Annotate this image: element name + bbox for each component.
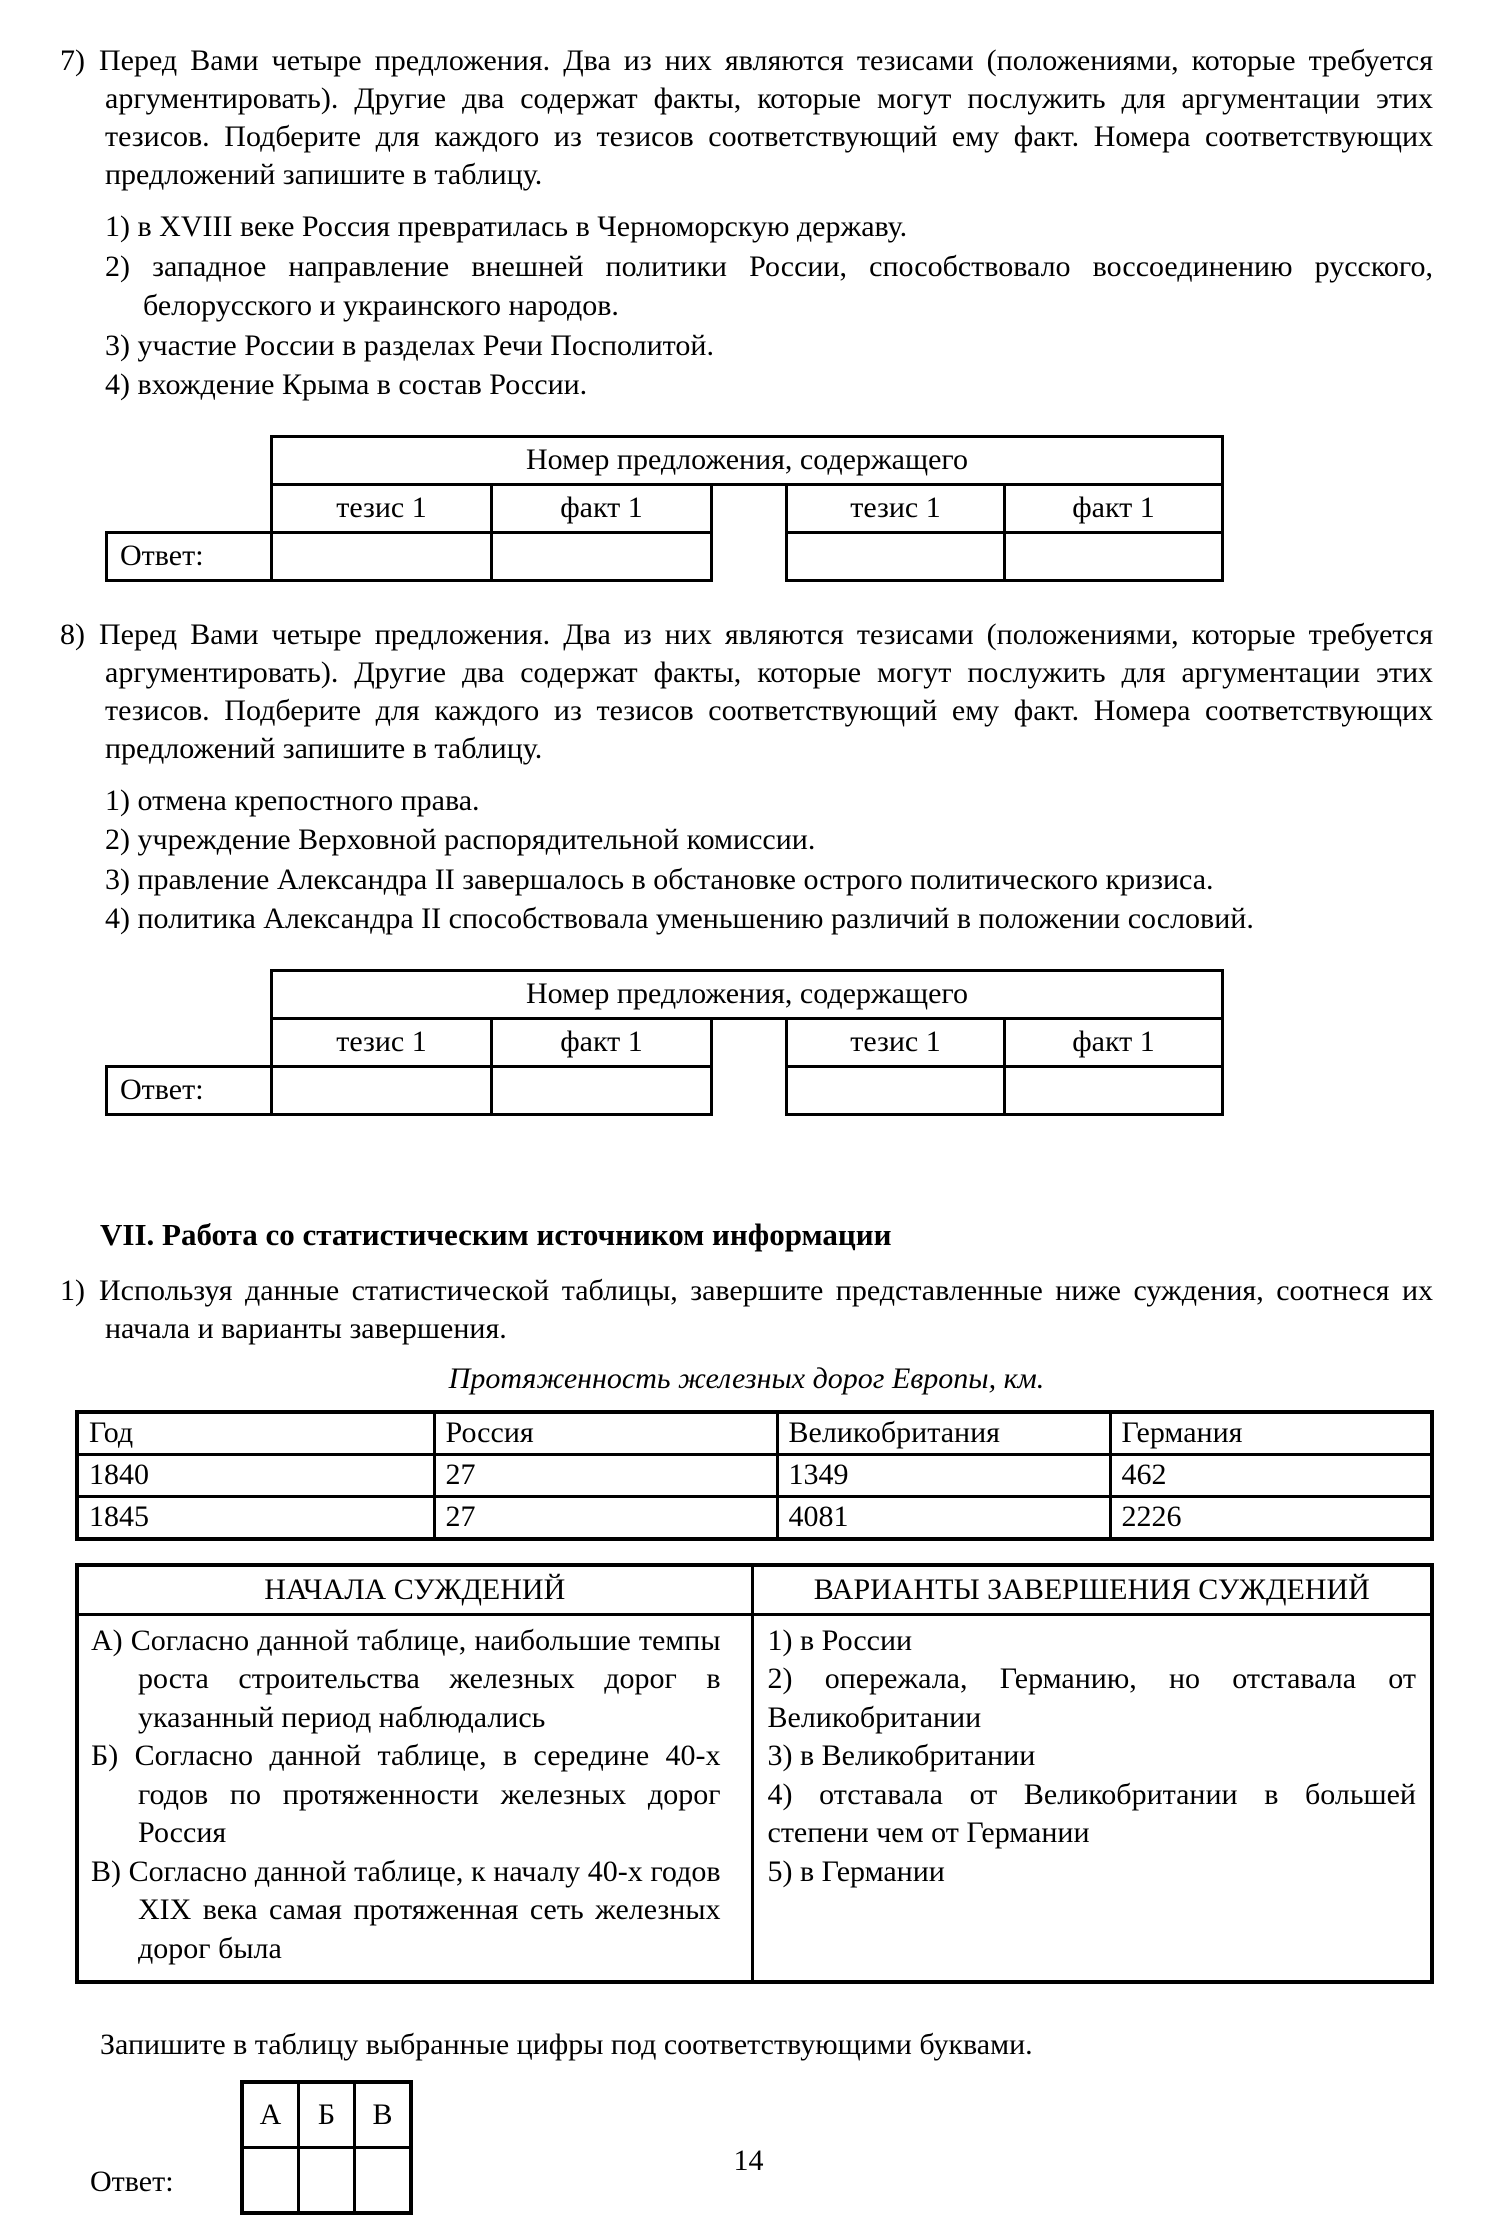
- section-vii-question-1: [0, 1272, 1497, 2215]
- col-header-b: Б: [299, 2082, 355, 2148]
- table-caption: Протяженность железных дорог Европы, км.: [60, 1360, 1433, 1398]
- write-in-instruction: Запишите в таблицу выбранные цифры под соответствующими буквами.: [100, 2026, 1433, 2064]
- question-7-intro: Перед Вами четыре предложения. Два из них являются тезисами (положениями, которые требуется аргументировать). Другие два содержат факты, которые могут послужить для аргументации этих тезисов. Подберите для каждого из тезисов соответствующий ему факт. Номера соответствующих предложений запишите в таблицу.: [99, 44, 1433, 191]
- question-7-paragraph: [60, 42, 1433, 194]
- col-header-great-britain: Великобритания: [777, 1412, 1110, 1455]
- table-row: [77, 1454, 1432, 1496]
- answer-label: Ответ:: [107, 532, 272, 580]
- question-8-answer-table: [105, 969, 1224, 1116]
- answer-cell-thesis-1[interactable]: [272, 1066, 492, 1114]
- col-header-thesis-1: тезис 1: [272, 1018, 492, 1066]
- question-7-option-1: 1) в XVIII веке Россия превратилась в Черноморскую державу.: [105, 207, 1433, 247]
- matching-right-header: ВАРИАНТЫ ЗАВЕРШЕНИЯ СУЖДЕНИЙ: [752, 1565, 1432, 1615]
- question-7-options: [105, 207, 1433, 405]
- question-8-option-1: 1) отмена крепостного права.: [105, 781, 1433, 821]
- answer-cell-thesis-1[interactable]: [272, 532, 492, 580]
- question-7-option-3: 3) участие России в разделах Речи Посполитой.: [105, 326, 1433, 366]
- answer-label: Ответ:: [90, 2165, 240, 2215]
- question-8-number: 8): [60, 618, 99, 651]
- col-header-germany: Германия: [1110, 1412, 1432, 1455]
- question-8-option-4: 4) политика Александра II способствовала уменьшению различий в положении сословий.: [105, 899, 1433, 939]
- spacer-cell: [107, 970, 272, 1018]
- answer-cell-thesis-2[interactable]: [787, 532, 1005, 580]
- spacer-cell: [107, 436, 272, 484]
- col-header-thesis-1: тезис 1: [272, 484, 492, 532]
- col-header-year: Год: [77, 1412, 434, 1455]
- matching-table: [75, 1563, 1434, 1985]
- question-8-intro: Перед Вами четыре предложения. Два из них являются тезисами (положениями, которые требуется аргументировать). Другие два содержат факты, которые могут послужить для аргументации этих тезисов. Подберите для каждого из тезисов соответствующий ему факт. Номера соответствующих предложений запишите в таблицу.: [99, 618, 1433, 765]
- statement-b: Б) Согласно данной таблице, в середине 40-х годов по протяженности железных дорог Россия: [91, 1737, 721, 1853]
- statement-a: А) Согласно данной таблице, наибольшие темпы роста строительства железных дорог в указанный период наблюдались: [91, 1622, 721, 1738]
- table-header: Номер предложения, содержащего: [272, 436, 1223, 484]
- ending-4: 4) отставала от Великобритании в большей степени чем от Германии: [768, 1776, 1417, 1853]
- cell-year-1845: 1845: [77, 1496, 434, 1539]
- page-number: 14: [0, 2143, 1497, 2179]
- section-vii-title: VII. Работа со статистическим источником информации: [100, 1216, 1497, 1254]
- question-7-number: 7): [60, 44, 99, 77]
- question-7-option-2: 2) западное направление внешней политики России, способствовало воссоединению русского, белорусского и украинского народов.: [105, 247, 1433, 326]
- ending-3: 3) в Великобритании: [768, 1737, 1417, 1776]
- sq1-number: 1): [60, 1274, 99, 1307]
- col-header-a: А: [242, 2082, 299, 2148]
- gap-cell: [712, 1018, 787, 1066]
- gap-cell: [712, 532, 787, 580]
- col-header-thesis-2: тезис 1: [787, 484, 1005, 532]
- answer-cell-fact-1[interactable]: [492, 532, 712, 580]
- railways-data-table: [75, 1410, 1434, 1541]
- ending-2: 2) опережала, Германию, но отставала от Великобритании: [768, 1660, 1417, 1737]
- cell-great-britain-1840: 1349: [777, 1454, 1110, 1496]
- col-header-v: В: [355, 2082, 412, 2148]
- answer-cell-fact-2[interactable]: [1005, 1066, 1223, 1114]
- col-header-fact-2: факт 1: [1005, 1018, 1223, 1066]
- gap-cell: [712, 484, 787, 532]
- answer-label: Ответ:: [107, 1066, 272, 1114]
- sq1-paragraph: [60, 1272, 1433, 1348]
- question-8-option-3: 3) правление Александра II завершалось в обстановке острого политического кризиса.: [105, 860, 1433, 900]
- cell-germany-1845: 2226: [1110, 1496, 1432, 1539]
- gap-cell: [712, 1066, 787, 1114]
- table-header: Номер предложения, содержащего: [272, 970, 1223, 1018]
- cell-russia-1840: 27: [434, 1454, 777, 1496]
- question-8-paragraph: [60, 616, 1433, 768]
- answer-cell-fact-2[interactable]: [1005, 532, 1223, 580]
- answer-cell-thesis-2[interactable]: [787, 1066, 1005, 1114]
- col-header-fact-2: факт 1: [1005, 484, 1223, 532]
- question-7: [0, 42, 1497, 582]
- cell-year-1840: 1840: [77, 1454, 434, 1496]
- cell-great-britain-1845: 4081: [777, 1496, 1110, 1539]
- ending-1: 1) в России: [768, 1622, 1417, 1661]
- cell-germany-1840: 462: [1110, 1454, 1432, 1496]
- col-header-fact-1: факт 1: [492, 484, 712, 532]
- ending-5: 5) в Германии: [768, 1853, 1417, 1892]
- question-7-answer-table: [105, 435, 1224, 582]
- table-row: [77, 1496, 1432, 1539]
- spacer-cell: [107, 484, 272, 532]
- answer-cell-fact-1[interactable]: [492, 1066, 712, 1114]
- sq1-intro: Используя данные статистической таблицы, завершите представленные ниже суждения, соотнеся их начала и варианты завершения.: [99, 1274, 1433, 1345]
- question-7-option-4: 4) вхождение Крыма в состав России.: [105, 365, 1433, 405]
- question-8-option-2: 2) учреждение Верховной распорядительной комиссии.: [105, 820, 1433, 860]
- statement-v: В) Согласно данной таблице, к началу 40-х годов XIX века самая протяженная сеть железных дорог была: [91, 1853, 721, 1969]
- col-header-fact-1: факт 1: [492, 1018, 712, 1066]
- matching-left-column: [77, 1614, 752, 1982]
- matching-left-header: НАЧАЛА СУЖДЕНИЙ: [77, 1565, 752, 1615]
- question-8-options: [105, 781, 1433, 939]
- question-8: [0, 616, 1497, 1116]
- col-header-thesis-2: тезис 1: [787, 1018, 1005, 1066]
- cell-russia-1845: 27: [434, 1496, 777, 1539]
- col-header-russia: Россия: [434, 1412, 777, 1455]
- spacer-cell: [107, 1018, 272, 1066]
- matching-right-column: [752, 1614, 1432, 1982]
